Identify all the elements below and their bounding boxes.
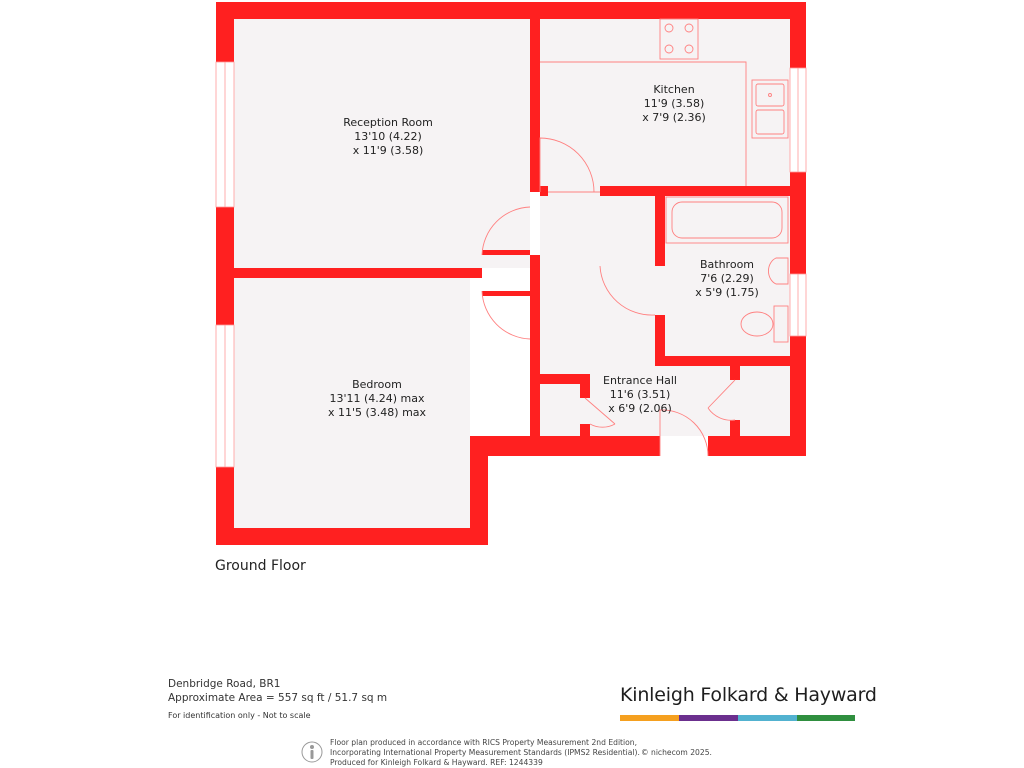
floor-label: Ground Floor: [215, 558, 306, 574]
property-info: [168, 677, 387, 723]
door-bedroom-lower: [482, 291, 530, 339]
hall-name: Entrance Hall: [603, 374, 677, 387]
reception-floor: [234, 18, 530, 268]
reception-name: Reception Room: [343, 116, 433, 129]
identification-note: For identification only - Not to scale: [168, 711, 311, 720]
reception-dim1: 13'10 (4.22): [354, 130, 422, 143]
bathroom-dim1: 7'6 (2.29): [700, 272, 754, 285]
hall-dim2: x 6'9 (2.06): [608, 402, 672, 415]
brand-bar-orange: [620, 715, 679, 721]
approximate-area: Approximate Area = 557 sq ft / 51.7 sq m: [168, 692, 388, 704]
bedroom-dim1: 13'11 (4.24) max: [329, 392, 425, 405]
kitchen-name: Kitchen: [653, 83, 695, 96]
hall-dim1: 11'6 (3.51): [609, 388, 671, 401]
brand-bar-green: [797, 715, 855, 721]
bedroom-dim2: x 11'5 (3.48) max: [327, 406, 427, 419]
kitchen-dim1: 11'9 (3.58): [643, 97, 705, 110]
disclaimer: [330, 738, 640, 768]
disclaimer-line-3: Produced for Kinleigh Folkard & Hayward. REF: 1244339: [330, 758, 543, 767]
bathroom-dim2: x 5'9 (1.75): [695, 286, 759, 299]
disclaimer-line-2: Incorporating International Property Measurement Standards (IPMS2 Residential).: [330, 748, 640, 757]
copyright: © nichecom 2025.: [641, 748, 712, 757]
brand-bar-purple: [679, 715, 738, 721]
bedroom-name: Bedroom: [352, 378, 402, 391]
disclaimer-line-1: Floor plan produced in accordance with RICS Property Measurement 2nd Edition,: [330, 738, 638, 747]
brand-name: Kinleigh Folkard & Hayward: [620, 684, 877, 706]
brand-bar-blue: [738, 715, 797, 721]
reception-dim2: x 11'9 (3.58): [352, 144, 424, 157]
address: Denbridge Road, BR1: [168, 678, 281, 690]
ipms-person-icon: [301, 741, 323, 763]
kitchen-dim2: x 7'9 (2.36): [642, 111, 706, 124]
bathroom-name: Bathroom: [699, 258, 755, 271]
